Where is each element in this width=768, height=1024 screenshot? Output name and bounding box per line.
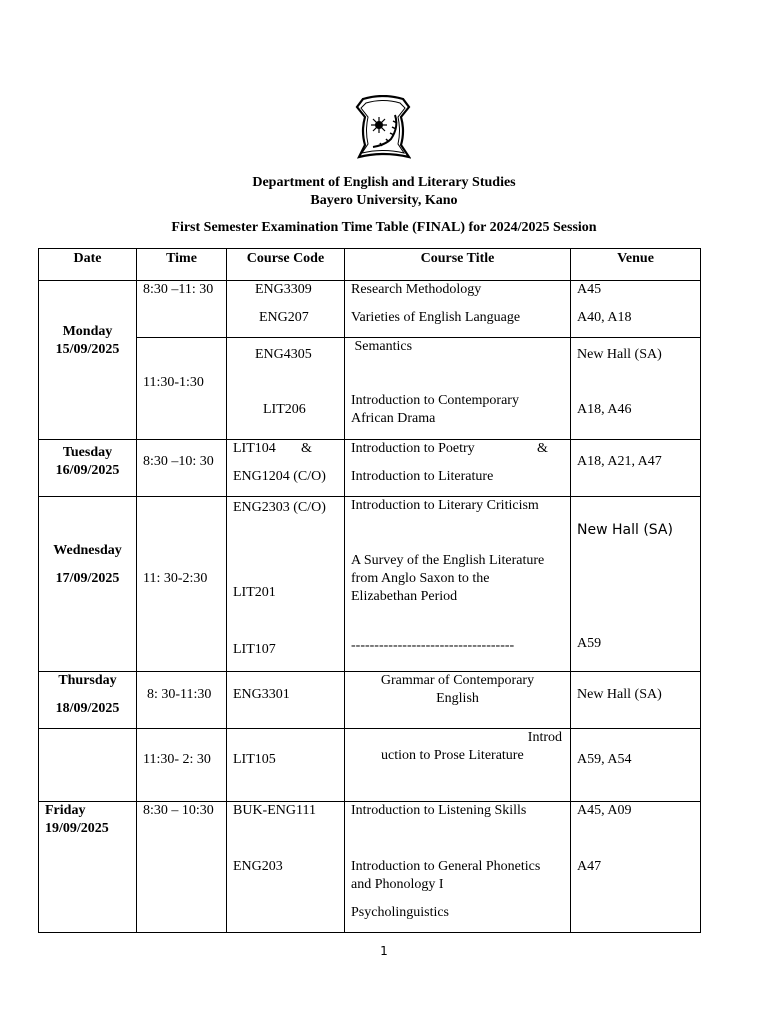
- time-label: 8:30 –10: 30: [143, 454, 214, 469]
- ampersand: &: [301, 441, 312, 456]
- university-name: Bayero University, Kano: [310, 193, 458, 208]
- venue: A59, A54: [577, 752, 632, 767]
- table-header-row: [39, 249, 701, 281]
- course-title: Introduction to Literature: [351, 469, 494, 484]
- course-title: Psycholinguistics: [351, 905, 450, 920]
- course-code-cell: [227, 729, 345, 802]
- course-title: Introduction to Literary Criticism: [351, 498, 539, 513]
- venue: New Hall (SA): [577, 347, 662, 362]
- date-label: 19/09/2025: [45, 821, 109, 836]
- date-cell: [39, 802, 137, 933]
- timetable-title: First Semester Examination Time Table (FINAL) for 2024/2025 Session: [171, 220, 597, 235]
- time-cell: [137, 440, 227, 497]
- university-crest-logo: [355, 95, 411, 161]
- course-code-cell: [227, 497, 345, 672]
- ampersand: &: [537, 441, 548, 456]
- course-title: Introduction to Listening Skills: [351, 803, 527, 818]
- venue: New Hall (SA): [577, 687, 662, 702]
- course-title: Elizabethan Period: [351, 589, 458, 604]
- time-cell: [137, 672, 227, 729]
- time-cell: [137, 497, 227, 672]
- course-title-cell: [345, 802, 571, 933]
- venue: A45, A09: [577, 803, 632, 818]
- course-title: Introduction to Poetry: [351, 441, 475, 456]
- department-name: Department of English and Literary Studies: [252, 175, 516, 190]
- date-cell: [39, 281, 137, 440]
- date-label: 18/09/2025: [55, 701, 120, 716]
- col-header-date: Date: [39, 249, 137, 281]
- venue-cell: [571, 497, 701, 672]
- venue-cell: [571, 440, 701, 497]
- time-label: 11: 30-2:30: [143, 571, 208, 586]
- course-title: and Phonology I: [351, 877, 444, 892]
- day-label: Monday: [62, 324, 113, 339]
- course-code: LIT201: [233, 585, 276, 600]
- venue-cell: [571, 672, 701, 729]
- time-label: 11:30-1:30: [143, 375, 204, 390]
- page-number: 1: [380, 944, 388, 958]
- course-title: Introd: [527, 730, 562, 745]
- course-code-cell: [227, 802, 345, 933]
- course-title: African Drama: [351, 411, 436, 426]
- course-title: Semantics: [351, 339, 413, 354]
- col-header-time: Time: [137, 249, 227, 281]
- venue: A18, A46: [577, 402, 632, 417]
- venue: New Hall (SA): [577, 522, 673, 538]
- course-code: ENG207: [259, 310, 309, 325]
- venue-cell: [571, 338, 701, 440]
- exam-timetable: [38, 248, 701, 933]
- course-title: Varieties of English Language: [351, 310, 521, 325]
- course-title-placeholder: -----------------------------------: [351, 638, 515, 653]
- date-cell: [39, 672, 137, 729]
- course-code: ENG203: [233, 859, 283, 874]
- course-title: Grammar of Contemporary: [380, 673, 535, 688]
- venue: A59: [577, 636, 602, 651]
- course-title-cell: [345, 338, 571, 440]
- course-code-cell: [227, 672, 345, 729]
- course-code: LIT104: [233, 441, 276, 456]
- table-row: [39, 802, 701, 933]
- course-code: LIT105: [233, 752, 276, 767]
- course-title: A Survey of the English Literature: [351, 553, 545, 568]
- date-cell: [39, 729, 137, 802]
- course-title-cell: [345, 729, 571, 802]
- time-cell: [137, 281, 227, 338]
- venue: A45: [577, 282, 602, 297]
- course-title: Introduction to General Phonetics: [351, 859, 541, 874]
- course-code: ENG1204 (C/O): [233, 469, 326, 484]
- course-title: Introduction to Contemporary: [351, 393, 519, 408]
- time-cell: [137, 802, 227, 933]
- col-header-course-code: Course Code: [227, 249, 345, 281]
- course-title-cell: [345, 440, 571, 497]
- course-title-cell: [345, 281, 571, 338]
- venue: A47: [577, 859, 602, 874]
- course-code-cell: [227, 440, 345, 497]
- course-code: ENG2303 (C/O): [233, 500, 326, 515]
- table-row: [39, 729, 701, 802]
- date-cell: [39, 497, 137, 672]
- venue-cell: [571, 802, 701, 933]
- course-title: from Anglo Saxon to the: [351, 571, 490, 586]
- course-code: BUK-ENG111: [233, 803, 316, 818]
- course-title-cell: [345, 497, 571, 672]
- table-row: [39, 338, 701, 440]
- table-row: [39, 440, 701, 497]
- time-label: 8:30 – 10:30: [143, 803, 214, 818]
- course-title: Research Methodology: [351, 282, 482, 297]
- day-label: Tuesday: [62, 445, 113, 460]
- course-code: ENG3301: [233, 687, 290, 702]
- course-code: ENG3309: [255, 282, 312, 297]
- course-code-cell: [227, 281, 345, 338]
- venue-cell: [571, 281, 701, 338]
- course-title: uction to Prose Literature: [381, 748, 524, 763]
- course-title-cell: [345, 672, 571, 729]
- course-code: LIT107: [233, 642, 276, 657]
- course-code: LIT206: [263, 402, 306, 417]
- course-title: English: [436, 691, 479, 706]
- col-header-venue: Venue: [571, 249, 701, 281]
- time-label: 11:30- 2: 30: [143, 752, 211, 767]
- date-label: 15/09/2025: [55, 342, 120, 357]
- time-label: 8: 30-11:30: [147, 687, 212, 702]
- course-code: ENG4305: [255, 347, 312, 362]
- date-label: 17/09/2025: [55, 571, 120, 586]
- table-row: [39, 497, 701, 672]
- date-cell: [39, 440, 137, 497]
- day-label: Wednesday: [53, 543, 122, 558]
- day-label: Thursday: [58, 673, 117, 688]
- col-header-course-title: Course Title: [345, 249, 571, 281]
- time-cell: [137, 338, 227, 440]
- time-cell: [137, 729, 227, 802]
- venue: A40, A18: [577, 310, 632, 325]
- date-label: 16/09/2025: [55, 463, 120, 478]
- venue: A18, A21, A47: [577, 454, 662, 469]
- table-row: [39, 281, 701, 338]
- course-code-cell: [227, 338, 345, 440]
- venue-cell: [571, 729, 701, 802]
- table-row: [39, 672, 701, 729]
- time-label: 8:30 –11: 30: [143, 282, 214, 297]
- day-label: Friday: [45, 803, 86, 818]
